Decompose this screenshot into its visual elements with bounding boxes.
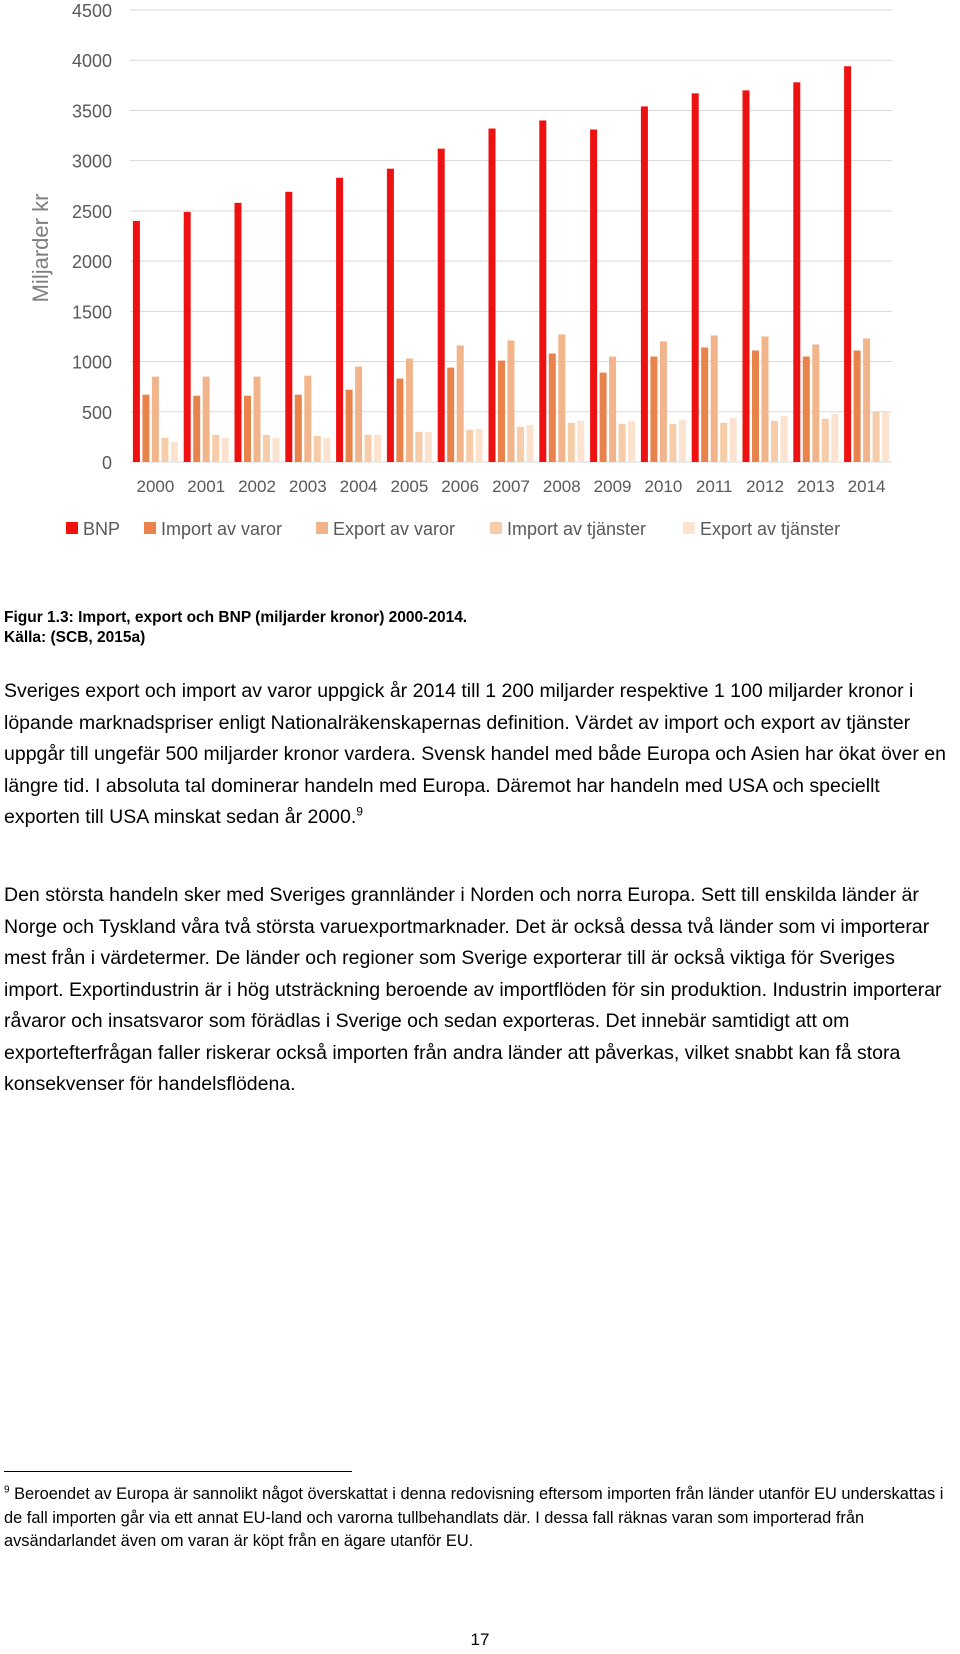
bar	[323, 438, 330, 462]
bar	[212, 435, 219, 462]
bar	[235, 203, 242, 462]
y-tick-label: 4000	[71, 51, 112, 72]
footnote	[4, 1483, 956, 1554]
x-tick-label: 2011	[695, 477, 733, 496]
x-tick-label: 2007	[492, 477, 530, 496]
bar	[374, 435, 381, 462]
y-tick-label: 2500	[71, 201, 112, 222]
bar	[387, 169, 394, 462]
bar	[346, 390, 353, 462]
bar-chart	[0, 0, 960, 580]
bar	[508, 340, 515, 462]
x-tick-label: 2000	[136, 477, 175, 496]
x-tick-label: 2012	[746, 477, 784, 496]
legend-swatch	[316, 522, 328, 534]
bar	[365, 435, 372, 462]
bar	[720, 423, 727, 462]
chart-legend	[66, 519, 840, 539]
bar	[711, 335, 718, 462]
y-tick-label: 4500	[71, 1, 112, 21]
caption-title: Figur 1.3: Import, export och BNP (miljarder kronor) 2000-2014.	[4, 609, 468, 626]
legend-label: Import av varor	[161, 519, 283, 539]
bar	[660, 341, 667, 462]
x-tick-label: 2008	[542, 477, 581, 496]
bar	[171, 442, 178, 462]
caption-source: Källa: (SCB, 2015a)	[4, 629, 146, 646]
bar	[873, 412, 880, 462]
x-tick-labels	[136, 477, 885, 496]
legend-swatch	[66, 522, 78, 534]
bar	[314, 436, 321, 462]
bar	[568, 423, 575, 462]
bar	[628, 421, 635, 462]
bar	[396, 379, 403, 462]
bar	[425, 432, 432, 462]
bar	[304, 376, 311, 462]
footnote-text: Beroendet av Europa är sannolikt något överskattat i denna redovisning eftersom importen från länder utanför EU underskattas i de fall importen går via ett annat EU-land och varorna tullbehandlats där. I dessa fall räknas varan som importerad från avsändarlandet även om varan är köpt från en ägare utanför EU.	[4, 1485, 944, 1550]
x-tick-label: 2009	[593, 477, 632, 496]
bar	[549, 354, 556, 462]
x-tick-label: 2001	[187, 477, 226, 496]
legend-label: BNP	[83, 519, 121, 539]
bar	[336, 178, 343, 462]
bar	[527, 425, 534, 462]
bar	[730, 418, 737, 462]
y-tick-label: 1000	[71, 352, 112, 373]
figure-caption	[4, 608, 467, 648]
bar	[457, 345, 464, 462]
x-tick-label: 2014	[847, 477, 886, 496]
bar	[669, 424, 676, 462]
bar	[863, 338, 870, 462]
bar	[466, 430, 473, 462]
bar	[781, 416, 788, 462]
bar	[273, 438, 280, 462]
bar	[254, 377, 261, 462]
legend-label: Export av varor	[333, 519, 456, 539]
legend-swatch	[683, 522, 695, 534]
bar	[355, 367, 362, 462]
x-tick-label: 2013	[796, 477, 835, 496]
bar	[438, 149, 445, 462]
bar	[295, 395, 302, 462]
bar	[762, 336, 769, 462]
x-tick-label: 2005	[390, 477, 429, 496]
bar	[882, 412, 889, 462]
legend-swatch	[490, 522, 502, 534]
bar	[812, 344, 819, 462]
footnote-number: 9	[4, 1484, 10, 1496]
bar	[600, 373, 607, 462]
bar	[590, 130, 597, 462]
bar	[743, 90, 750, 462]
bar	[771, 421, 778, 462]
legend-label: Export av tjänster	[700, 519, 841, 539]
y-tick-label: 1500	[71, 302, 112, 323]
footnote-divider	[4, 1471, 352, 1472]
bar	[831, 414, 838, 462]
bar	[577, 421, 584, 462]
legend-swatch	[144, 522, 156, 534]
bar	[619, 424, 626, 462]
page-number: 17	[470, 1630, 490, 1649]
chart-bars	[133, 66, 889, 462]
y-tick-label: 500	[81, 402, 112, 423]
x-tick-label: 2003	[288, 477, 327, 496]
bar	[142, 395, 149, 462]
legend-label: Import av tjänster	[507, 519, 647, 539]
y-tick-labels	[72, 1, 112, 473]
bar	[244, 396, 251, 462]
bar	[133, 221, 140, 462]
bar	[415, 432, 422, 462]
y-tick-label: 3000	[71, 151, 112, 172]
bar	[650, 357, 657, 462]
bar	[609, 357, 616, 462]
x-tick-label: 2004	[339, 477, 378, 496]
bar	[285, 192, 292, 462]
paragraph-1-text: Sveriges export och import av varor uppgick år 2014 till 1 200 miljarder respektive 1 100 miljarder kronor i löpande marknadspriser enligt Nationalräkenskapernas definition. Värdet av import och export av tjänster uppgår till ungefär 500 miljarder kronor vardera. Svensk handel med både Europa och Asien har ökat över en längre tid. I absoluta tal dominerar handeln med Europa. Däremot har handeln med USA och speciellt exporten till USA minskat sedan år 2000.	[4, 680, 946, 828]
y-axis-label: Miljarder kr	[28, 193, 53, 303]
bar	[641, 106, 648, 462]
bar	[803, 357, 810, 462]
x-tick-label: 2002	[238, 477, 276, 496]
x-tick-label: 2006	[441, 477, 480, 496]
bar	[222, 438, 229, 462]
bar	[184, 212, 191, 462]
bar	[203, 377, 210, 462]
bar	[793, 82, 800, 462]
bar	[489, 129, 496, 462]
y-tick-label: 0	[101, 453, 112, 473]
footnote-reference: 9	[356, 804, 363, 819]
bar	[679, 420, 686, 462]
bar	[406, 359, 413, 462]
x-tick-label: 2010	[644, 477, 683, 496]
bar	[854, 351, 861, 462]
bar	[263, 435, 270, 462]
bar	[193, 396, 200, 462]
bar	[476, 429, 483, 462]
paragraph-1	[4, 676, 956, 834]
bar	[539, 120, 546, 462]
bar	[517, 427, 524, 462]
y-tick-label: 3500	[71, 101, 112, 122]
bar	[558, 334, 565, 462]
bar	[752, 351, 759, 462]
bar	[701, 347, 708, 462]
bar	[844, 66, 851, 462]
bar	[152, 377, 159, 462]
bar	[447, 368, 454, 462]
paragraph-2: Den största handeln sker med Sveriges grannländer i Norden och norra Europa. Sett till enskilda länder är Norge och Tyskland våra två största varuexportmarknader. Det är också dessa två länder som vi importerar mest från i värdetermer. De länder och regioner som Sverige exporterar till är också viktiga för Sveriges import. Exportindustrin är i hög utsträckning beroende av importflöden för sin produktion. Industrin importerar råvaror och insatsvaror som förädlas i Sverige och sedan exporteras. Det innebär samtidigt att om exportefterfrågan faller riskerar också importen från andra länder att påverkas, vilket snabbt kan få stora konsekvenser för handelsflödena.	[4, 884, 942, 1095]
bar	[692, 93, 699, 462]
bar	[498, 361, 505, 462]
bar	[161, 438, 168, 462]
y-tick-label: 2000	[71, 252, 112, 273]
bar	[822, 419, 829, 462]
